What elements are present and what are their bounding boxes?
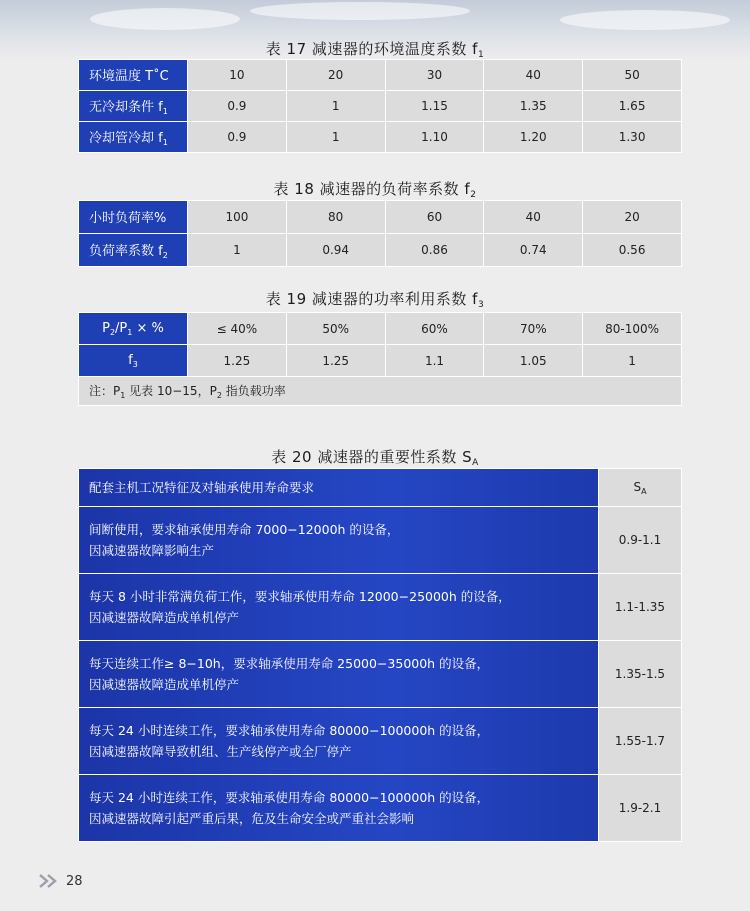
page-number: 28 — [66, 873, 83, 889]
row-label: 小时负荷率% — [79, 201, 188, 234]
table20-desc: 每天 24 小时连续工作，要求轴承使用寿命 80000−100000h 的设备， 因减速器故障引起严重后果，危及生命安全或严重社会影响 — [79, 775, 599, 842]
table-cell: 1 — [188, 234, 287, 267]
table-cell: 1.10 — [385, 122, 484, 153]
table-cell: 60% — [385, 313, 484, 345]
table-row — [79, 345, 682, 377]
table-cell: 10 — [188, 60, 287, 91]
table-cell: 1.15 — [385, 91, 484, 122]
row-label: 环境温度 T˚C — [79, 60, 188, 91]
row-label: 冷却管冷却 $f_1$ — [79, 122, 188, 153]
table17-caption: 表 17 减速器的环境温度系数 $f_1$ — [265, 40, 485, 60]
table-row — [79, 201, 682, 234]
row-label: 无冷却条件 $f_1$ — [79, 91, 188, 122]
table-cell: 1.1 — [385, 345, 484, 377]
double-chevron-right-icon — [38, 873, 60, 889]
table-row — [79, 91, 682, 122]
row-label: $P_2/P_1$ × % — [79, 313, 188, 345]
table18-caption: 表 18 减速器的负荷率系数 $f_2$ — [273, 180, 477, 200]
table-row — [79, 775, 682, 842]
table20 — [78, 468, 682, 842]
table20-header-desc: 配套主机工况特征及对轴承使用寿命要求 — [79, 469, 599, 507]
table19-note: 注：$P_1$ 见表 10−15，$P_2$ 指负载功率 — [79, 377, 682, 406]
table18 — [78, 200, 682, 267]
table20-desc: 每天 8 小时非常满负荷工作，要求轴承使用寿命 12000−25000h 的设备， 因减速器故障造成单机停产 — [79, 574, 599, 641]
table20-desc: 每天连续工作≥ 8−10h，要求轴承使用寿命 25000−35000h 的设备， 因减速器故障造成单机停产 — [79, 641, 599, 708]
table-cell: 0.56 — [583, 234, 682, 267]
table-cell: 1 — [583, 345, 682, 377]
table20-value: 0.9-1.1 — [599, 507, 682, 574]
table-cell: 80-100% — [583, 313, 682, 345]
table-row — [79, 574, 682, 641]
page-footer — [38, 872, 83, 890]
table20-header-s: $S_A$ — [599, 469, 682, 507]
table-cell: 1.65 — [583, 91, 682, 122]
table-cell: 50 — [583, 60, 682, 91]
table20-value: 1.35-1.5 — [599, 641, 682, 708]
table-cell: 1.35 — [484, 91, 583, 122]
table20-value: 1.1-1.35 — [599, 574, 682, 641]
table-cell: 80 — [286, 201, 385, 234]
table-cell: 0.86 — [385, 234, 484, 267]
table-cell: 60 — [385, 201, 484, 234]
table-row — [79, 377, 682, 406]
table-row — [79, 469, 682, 507]
table-cell: 1.30 — [583, 122, 682, 153]
table-row — [79, 641, 682, 708]
table17 — [78, 59, 682, 153]
table19 — [78, 312, 682, 406]
row-label: $f_3$ — [79, 345, 188, 377]
table-cell: 0.94 — [286, 234, 385, 267]
table-cell: 50% — [286, 313, 385, 345]
table-cell: 0.9 — [188, 91, 287, 122]
table-row — [79, 507, 682, 574]
table-cell: 1.25 — [188, 345, 287, 377]
table-cell: 20 — [286, 60, 385, 91]
table-row — [79, 60, 682, 91]
table-cell: 70% — [484, 313, 583, 345]
table20-caption: 表 20 减速器的重要性系数 $S_A$ — [271, 448, 479, 468]
table19-caption: 表 19 减速器的功率利用系数 $f_3$ — [265, 290, 485, 310]
table-cell: 40 — [484, 201, 583, 234]
table-cell: 100 — [188, 201, 287, 234]
table-cell: 1.20 — [484, 122, 583, 153]
row-label: 负荷率系数 $f_2$ — [79, 234, 188, 267]
table-row — [79, 122, 682, 153]
table-cell: 1.05 — [484, 345, 583, 377]
table-cell: 1.25 — [286, 345, 385, 377]
table-cell: 40 — [484, 60, 583, 91]
table-cell: 20 — [583, 201, 682, 234]
table-cell: ≤ 40% — [188, 313, 287, 345]
table-row — [79, 708, 682, 775]
table20-desc: 每天 24 小时连续工作，要求轴承使用寿命 80000−100000h 的设备， 因减速器故障导致机组、生产线停产或全厂停产 — [79, 708, 599, 775]
table20-value: 1.55-1.7 — [599, 708, 682, 775]
table20-value: 1.9-2.1 — [599, 775, 682, 842]
table-row — [79, 313, 682, 345]
table-cell: 1 — [286, 122, 385, 153]
table-cell: 30 — [385, 60, 484, 91]
table-cell: 0.74 — [484, 234, 583, 267]
table-cell: 0.9 — [188, 122, 287, 153]
table-row — [79, 234, 682, 267]
table20-desc: 间断使用，要求轴承使用寿命 7000−12000h 的设备， 因减速器故障影响生产 — [79, 507, 599, 574]
table-cell: 1 — [286, 91, 385, 122]
